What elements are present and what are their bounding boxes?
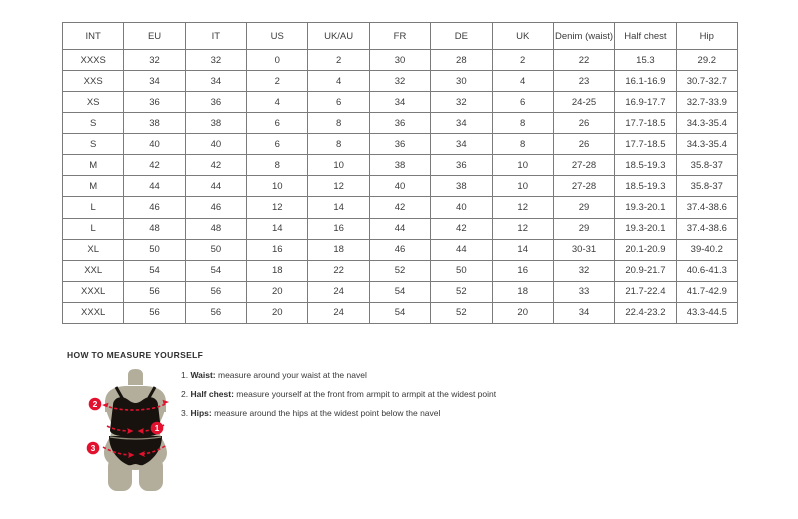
table-cell: 30 <box>431 71 492 92</box>
table-cell: 34 <box>431 134 492 155</box>
size-chart-header <box>63 23 738 50</box>
table-cell: 44 <box>124 176 185 197</box>
table-cell: 52 <box>369 260 430 281</box>
table-cell: S <box>63 113 124 134</box>
table-row <box>63 239 738 260</box>
table-cell: 39-40.2 <box>676 239 737 260</box>
table-cell: 16.1-16.9 <box>615 71 676 92</box>
table-row <box>63 134 738 155</box>
table-cell: 8 <box>308 113 369 134</box>
table-cell: 22 <box>553 50 614 71</box>
mannequin-illustration <box>80 367 192 493</box>
table-cell: 2 <box>492 50 553 71</box>
measure-step-1 <box>181 370 496 381</box>
table-cell: 12 <box>247 197 308 218</box>
table-row <box>63 260 738 281</box>
table-cell: 56 <box>124 302 185 323</box>
table-cell: XXXS <box>63 50 124 71</box>
table-cell: 14 <box>308 197 369 218</box>
table-cell: 21.7-22.4 <box>615 281 676 302</box>
table-cell: 56 <box>185 302 246 323</box>
table-cell: 6 <box>247 113 308 134</box>
table-cell: 26 <box>553 113 614 134</box>
size-chart-table <box>62 22 738 324</box>
table-cell: XXXL <box>63 302 124 323</box>
table-cell: 18.5-19.3 <box>615 176 676 197</box>
measure-step-2 <box>181 389 496 400</box>
table-row <box>63 281 738 302</box>
table-cell: 46 <box>124 197 185 218</box>
table-cell: 34 <box>124 71 185 92</box>
table-cell: 14 <box>247 218 308 239</box>
table-cell: 52 <box>431 281 492 302</box>
table-cell: 2 <box>247 71 308 92</box>
measure-step-3 <box>181 408 496 419</box>
table-cell: XS <box>63 92 124 113</box>
table-cell: 29 <box>553 218 614 239</box>
table-cell: 0 <box>247 50 308 71</box>
table-cell: 4 <box>308 71 369 92</box>
table-cell: 10 <box>247 176 308 197</box>
measurement-figure <box>80 367 192 493</box>
table-cell: 16 <box>308 218 369 239</box>
step-number: 2. <box>181 389 191 399</box>
table-cell: 26 <box>553 134 614 155</box>
table-cell: 48 <box>124 218 185 239</box>
table-cell: 35.8-37 <box>676 176 737 197</box>
hip-badge-number: 3 <box>90 443 96 453</box>
step-text: measure around your waist at the navel <box>215 370 367 380</box>
table-cell: S <box>63 134 124 155</box>
table-cell: 56 <box>185 281 246 302</box>
table-cell: 42 <box>369 197 430 218</box>
table-cell: 50 <box>185 239 246 260</box>
column-header: FR <box>369 23 430 50</box>
table-cell: 30.7-32.7 <box>676 71 737 92</box>
table-cell: 35.8-37 <box>676 155 737 176</box>
table-cell: 18 <box>492 281 553 302</box>
table-cell: 38 <box>124 113 185 134</box>
table-cell: 30-31 <box>553 239 614 260</box>
step-label: Waist: <box>190 370 216 380</box>
table-cell: 32 <box>369 71 430 92</box>
table-row <box>63 218 738 239</box>
table-cell: 8 <box>492 134 553 155</box>
table-cell: 34.3-35.4 <box>676 113 737 134</box>
measure-steps-list <box>181 370 496 427</box>
table-cell: 36 <box>124 92 185 113</box>
table-cell: 20 <box>492 302 553 323</box>
table-cell: 36 <box>431 155 492 176</box>
table-cell: L <box>63 218 124 239</box>
column-header: UK/AU <box>308 23 369 50</box>
table-cell: 44 <box>369 218 430 239</box>
table-cell: 54 <box>185 260 246 281</box>
table-cell: 43.3-44.5 <box>676 302 737 323</box>
table-cell: 32 <box>185 50 246 71</box>
table-cell: 16 <box>492 260 553 281</box>
table-cell: 40 <box>369 176 430 197</box>
table-cell: 24 <box>308 302 369 323</box>
table-cell: 23 <box>553 71 614 92</box>
table-cell: 12 <box>492 197 553 218</box>
table-cell: 10 <box>492 176 553 197</box>
table-cell: 44 <box>185 176 246 197</box>
table-cell: 40 <box>185 134 246 155</box>
table-cell: 46 <box>369 239 430 260</box>
table-cell: 16 <box>247 239 308 260</box>
table-cell: 32 <box>553 260 614 281</box>
table-cell: 20.1-20.9 <box>615 239 676 260</box>
table-cell: 20 <box>247 302 308 323</box>
table-cell: 12 <box>492 218 553 239</box>
table-cell: 40 <box>124 134 185 155</box>
table-cell: 24 <box>308 281 369 302</box>
table-cell: 56 <box>124 281 185 302</box>
table-cell: 29.2 <box>676 50 737 71</box>
table-row <box>63 50 738 71</box>
table-cell: 42 <box>124 155 185 176</box>
column-header: UK <box>492 23 553 50</box>
table-cell: 41.7-42.9 <box>676 281 737 302</box>
table-cell: 8 <box>308 134 369 155</box>
step-number: 1. <box>181 370 191 380</box>
table-cell: 40.6-41.3 <box>676 260 737 281</box>
table-cell: 34.3-35.4 <box>676 134 737 155</box>
size-chart-body <box>63 50 738 324</box>
table-cell: 54 <box>369 302 430 323</box>
table-row <box>63 176 738 197</box>
table-cell: 8 <box>247 155 308 176</box>
table-cell: 19.3-20.1 <box>615 218 676 239</box>
waist-badge-number: 1 <box>154 423 160 433</box>
table-cell: 22.4-23.2 <box>615 302 676 323</box>
column-header: INT <box>63 23 124 50</box>
table-cell: 42 <box>185 155 246 176</box>
table-cell: M <box>63 176 124 197</box>
table-cell: 27-28 <box>553 155 614 176</box>
table-cell: 6 <box>308 92 369 113</box>
table-cell: 10 <box>308 155 369 176</box>
table-cell: 16.9-17.7 <box>615 92 676 113</box>
table-cell: 18 <box>247 260 308 281</box>
table-cell: 54 <box>369 281 430 302</box>
table-cell: 24-25 <box>553 92 614 113</box>
table-row <box>63 197 738 218</box>
table-cell: 38 <box>431 176 492 197</box>
table-row <box>63 92 738 113</box>
column-header: Denim (waist) <box>553 23 614 50</box>
table-cell: 6 <box>492 92 553 113</box>
table-cell: 29 <box>553 197 614 218</box>
table-row <box>63 71 738 92</box>
table-cell: 18.5-19.3 <box>615 155 676 176</box>
chest-badge-number: 2 <box>92 399 98 409</box>
table-cell: 46 <box>185 197 246 218</box>
table-cell: 33 <box>553 281 614 302</box>
table-cell: 32 <box>431 92 492 113</box>
table-cell: XXXL <box>63 281 124 302</box>
step-number: 3. <box>181 408 191 418</box>
table-cell: 4 <box>247 92 308 113</box>
table-row <box>63 302 738 323</box>
measure-section-title: HOW TO MEASURE YOURSELF <box>67 350 204 360</box>
table-cell: 34 <box>185 71 246 92</box>
table-cell: 18 <box>308 239 369 260</box>
table-cell: 40 <box>431 197 492 218</box>
table-row <box>63 113 738 134</box>
step-label: Hips: <box>190 408 212 418</box>
table-cell: 42 <box>431 218 492 239</box>
table-cell: 37.4-38.6 <box>676 197 737 218</box>
column-header: IT <box>185 23 246 50</box>
table-cell: 32 <box>124 50 185 71</box>
table-cell: 30 <box>369 50 430 71</box>
table-cell: 52 <box>431 302 492 323</box>
table-cell: 15.3 <box>615 50 676 71</box>
table-cell: 32.7-33.9 <box>676 92 737 113</box>
table-cell: 28 <box>431 50 492 71</box>
table-cell: 34 <box>553 302 614 323</box>
table-cell: 2 <box>308 50 369 71</box>
table-cell: 20.9-21.7 <box>615 260 676 281</box>
table-cell: XL <box>63 239 124 260</box>
column-header: Half chest <box>615 23 676 50</box>
table-cell: 48 <box>185 218 246 239</box>
table-cell: 37.4-38.6 <box>676 218 737 239</box>
table-cell: 19.3-20.1 <box>615 197 676 218</box>
table-row <box>63 155 738 176</box>
table-cell: 27-28 <box>553 176 614 197</box>
table-cell: XXS <box>63 71 124 92</box>
table-cell: 34 <box>431 113 492 134</box>
table-cell: 34 <box>369 92 430 113</box>
column-header: DE <box>431 23 492 50</box>
table-cell: 50 <box>431 260 492 281</box>
table-cell: 36 <box>185 92 246 113</box>
table-cell: 44 <box>431 239 492 260</box>
column-header: EU <box>124 23 185 50</box>
table-cell: 36 <box>369 134 430 155</box>
table-cell: 12 <box>308 176 369 197</box>
table-cell: 14 <box>492 239 553 260</box>
table-cell: 38 <box>369 155 430 176</box>
table-cell: 10 <box>492 155 553 176</box>
step-text: measure around the hips at the widest point below the navel <box>211 408 441 418</box>
table-cell: XXL <box>63 260 124 281</box>
column-header: Hip <box>676 23 737 50</box>
table-cell: 17.7-18.5 <box>615 113 676 134</box>
step-text: measure yourself at the front from armpit to armpit at the widest point <box>233 389 497 399</box>
column-header: US <box>247 23 308 50</box>
table-cell: 50 <box>124 239 185 260</box>
table-cell: 6 <box>247 134 308 155</box>
table-cell: 36 <box>369 113 430 134</box>
step-label: Half chest: <box>190 389 234 399</box>
table-cell: 20 <box>247 281 308 302</box>
table-cell: 4 <box>492 71 553 92</box>
table-cell: 17.7-18.5 <box>615 134 676 155</box>
table-cell: L <box>63 197 124 218</box>
header-row <box>63 23 738 50</box>
table-cell: 54 <box>124 260 185 281</box>
mannequin-neck <box>128 369 143 385</box>
table-cell: 38 <box>185 113 246 134</box>
table-cell: 8 <box>492 113 553 134</box>
table-cell: 22 <box>308 260 369 281</box>
table-cell: M <box>63 155 124 176</box>
